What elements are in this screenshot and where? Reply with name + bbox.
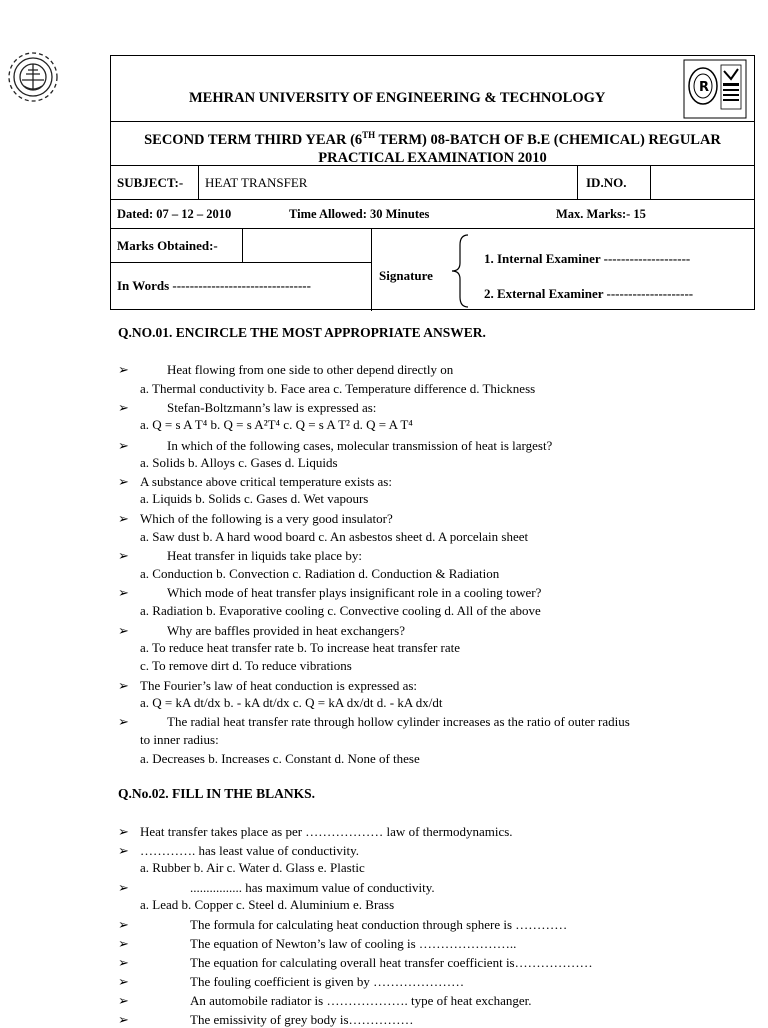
exam-header-table xyxy=(110,55,755,310)
q1-line: Which of the following is a very good insulator? xyxy=(140,511,393,526)
q1-options: a. Thermal conductivity b. Face area c. Temperature difference d. Thickness xyxy=(140,381,536,396)
university-row xyxy=(111,56,754,122)
q2-item-arrow: ➢ xyxy=(118,974,129,989)
q2-line: The equation for calculating overall heat transfer coefficient is……………… xyxy=(190,955,593,970)
id-label: ID.NO. xyxy=(586,175,627,190)
q1-options: a. Radiation b. Evaporative cooling c. Convective cooling d. All of the above xyxy=(140,603,541,618)
time-allowed: Time Allowed: 30 Minutes xyxy=(289,207,430,221)
exam-title-sup: TH xyxy=(362,130,376,140)
q1-item-arrow: ➢ xyxy=(118,548,129,563)
q1-options: c. To remove dirt d. To reduce vibrations xyxy=(140,658,352,673)
marks-obtained-field[interactable] xyxy=(243,229,372,263)
q1-line: The radial heat transfer rate through hollow cylinder increases as the ratio of outer radius xyxy=(167,714,630,729)
q1-line: The Fourier’s law of heat conduction is expressed as: xyxy=(140,678,418,693)
q1-item-arrow: ➢ xyxy=(118,438,129,453)
q1-line: Stefan-Boltzmann’s law is expressed as: xyxy=(167,400,377,415)
subject-row xyxy=(111,166,754,200)
q2-options: a. Rubber b. Air c. Water d. Glass e. Plastic xyxy=(140,860,365,875)
q1-options: a. Decreases b. Increases c. Constant d. None of these xyxy=(140,751,420,766)
q2-item-arrow: ➢ xyxy=(118,824,129,839)
exam-title-part1: SECOND TERM THIRD YEAR (6 xyxy=(144,131,363,148)
university-logo xyxy=(6,50,60,104)
signature-label: Signature xyxy=(379,268,433,283)
q2-line: The formula for calculating heat conduction through sphere is ………… xyxy=(190,917,568,932)
id-value-field[interactable] xyxy=(651,166,756,199)
marks-obtained-label: Marks Obtained:- xyxy=(117,238,218,253)
q1-item-arrow: ➢ xyxy=(118,678,129,693)
in-words-label xyxy=(117,278,311,294)
q1-line: Heat flowing from one side to other depend directly on xyxy=(167,362,454,377)
q1-options: a. To reduce heat transfer rate b. To increase heat transfer rate xyxy=(140,640,460,655)
q2-line: The equation of Newton’s law of cooling is ………………….. xyxy=(190,936,517,951)
q1-options: a. Q = s A T⁴ b. Q = s A²T⁴ c. Q = s A T² d. Q = A T⁴ xyxy=(140,417,413,432)
q1-title: Q.NO.01. ENCIRCLE THE MOST APPROPRIATE ANSWER. xyxy=(118,325,486,340)
q1-options: a. Conduction b. Convection c. Radiation d. Conduction & Radiation xyxy=(140,566,500,581)
max-marks: Max. Marks:- 15 xyxy=(556,207,646,221)
q1-line: In which of the following cases, molecular transmission of heat is largest? xyxy=(167,438,553,453)
q2-title: Q.No.02. FILL IN THE BLANKS. xyxy=(118,786,316,801)
q2-line: The emissivity of grey body is…………… xyxy=(190,1012,414,1027)
signature-brace xyxy=(450,233,470,309)
q1-item-arrow: ➢ xyxy=(118,400,129,415)
q1-item-arrow: ➢ xyxy=(118,362,129,377)
q2-item-arrow: ➢ xyxy=(118,955,129,970)
q1-options: a. Solids b. Alloys c. Gases d. Liquids xyxy=(140,455,338,470)
q2-item-arrow: ➢ xyxy=(118,880,129,895)
q1-options: a. Saw dust b. A hard wood board c. An asbestos sheet d. A porcelain sheet xyxy=(140,529,529,544)
q1-line: A substance above critical temperature exists as: xyxy=(140,474,392,489)
q2-item-arrow: ➢ xyxy=(118,1012,129,1027)
subject-value-cell xyxy=(199,166,578,199)
id-label-cell xyxy=(578,166,651,199)
date-row xyxy=(111,200,754,229)
marks-cell xyxy=(111,229,372,311)
q2-line: Heat transfer takes place as per ……………… law of thermodynamics. xyxy=(140,824,513,839)
q1-item-arrow: ➢ xyxy=(118,585,129,600)
q2-line: The fouling coefficient is given by ………………… xyxy=(190,974,465,989)
exam-title-line2: PRACTICAL EXAMINATION 2010 xyxy=(318,149,547,166)
q1-options: a. Q = kA dt/dx b. - kA dt/dx c. Q = kA dx/dt d. - kA dx/dt xyxy=(140,695,443,710)
q2-options: a. Lead b. Copper c. Steel d. Aluminium e. Brass xyxy=(140,897,395,912)
q1-item-arrow: ➢ xyxy=(118,623,129,638)
certification-logo xyxy=(683,59,747,119)
q2-item-arrow: ➢ xyxy=(118,993,129,1008)
in-words-text: In Words -------------------------------- xyxy=(117,278,311,293)
q1-options: a. Liquids b. Solids c. Gases d. Wet vapours xyxy=(140,491,369,506)
q1-item-arrow: ➢ xyxy=(118,474,129,489)
q1-line: Which mode of heat transfer plays insignificant role in a cooling tower? xyxy=(167,585,542,600)
subject-label-cell xyxy=(111,166,199,199)
exam-title-row xyxy=(111,122,754,166)
internal-examiner: 1. Internal Examiner -------------------- xyxy=(484,251,691,266)
q1-line: to inner radius: xyxy=(140,732,219,747)
q2-line: …………. has least value of conductivity. xyxy=(140,843,360,858)
subject-label: SUBJECT:- xyxy=(117,175,184,190)
q2-line: An automobile radiator is ………………. type of heat exchanger. xyxy=(190,993,532,1008)
q1-line: Why are baffles provided in heat exchangers? xyxy=(167,623,405,638)
marks-obtained-label-cell xyxy=(111,229,243,263)
q2-item-arrow: ➢ xyxy=(118,936,129,951)
q1-item-arrow: ➢ xyxy=(118,511,129,526)
exam-title xyxy=(111,126,754,167)
q2-item-arrow: ➢ xyxy=(118,917,129,932)
university-name: MEHRAN UNIVERSITY OF ENGINEERING & TECHNOLOGY xyxy=(189,90,606,106)
external-examiner: 2. External Examiner -------------------- xyxy=(484,286,694,301)
svg-text:R: R xyxy=(699,80,710,95)
marks-row xyxy=(111,229,754,311)
q1-item-arrow: ➢ xyxy=(118,714,129,729)
subject-value: HEAT TRANSFER xyxy=(205,175,308,190)
exam-title-part2: TERM) 08-BATCH OF B.E (CHEMICAL) REGULAR xyxy=(375,131,721,148)
exam-date: Dated: 07 – 12 – 2010 xyxy=(117,207,232,221)
q1-line: Heat transfer in liquids take place by: xyxy=(167,548,362,563)
q2-item-arrow: ➢ xyxy=(118,843,129,858)
q2-line: ................ has maximum value of conductivity. xyxy=(190,880,435,895)
